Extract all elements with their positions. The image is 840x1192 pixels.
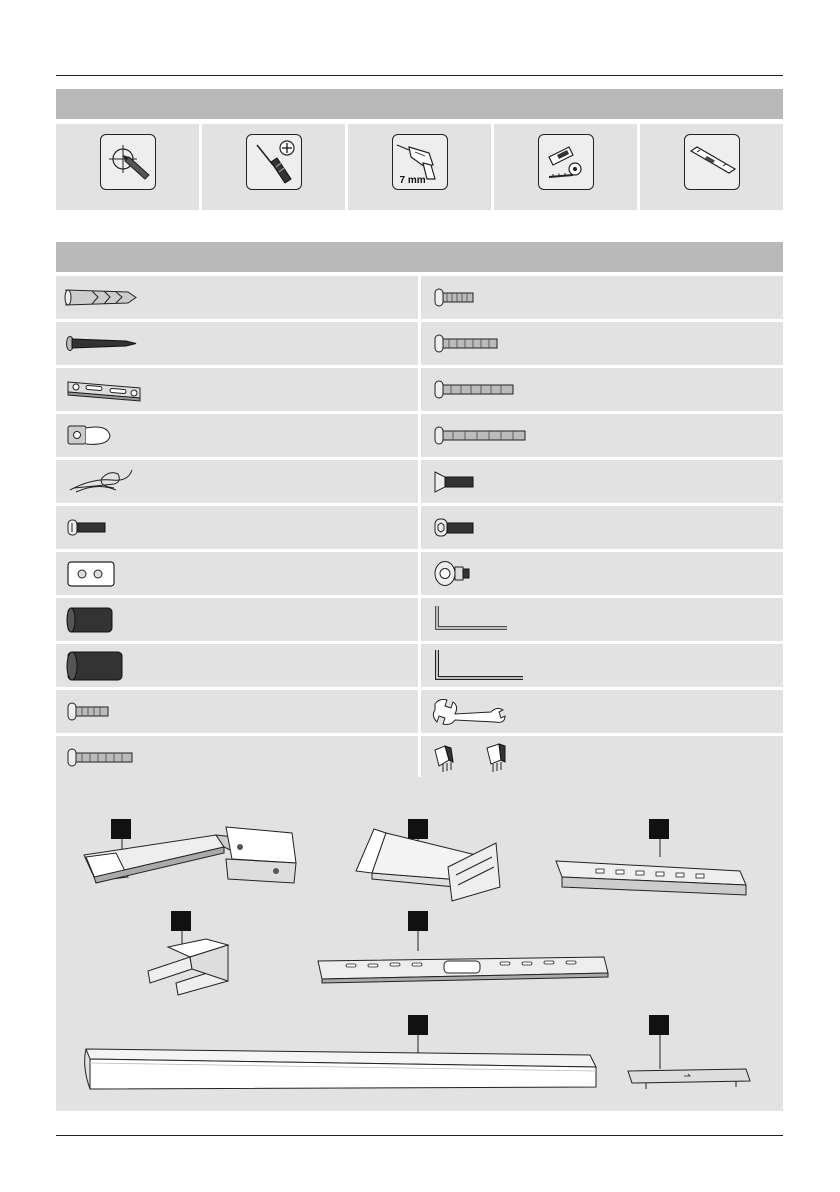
part-cell	[421, 598, 783, 641]
large-hex-key-icon	[427, 644, 567, 687]
cable-clip-icon	[62, 414, 202, 457]
small-hex-key-icon	[427, 598, 567, 641]
part-marker	[408, 1015, 428, 1035]
drill-icon	[392, 134, 448, 190]
socket-bolt-icon	[427, 506, 567, 549]
phillips-screwdriver-icon	[246, 134, 302, 190]
part-cell	[56, 414, 418, 457]
parts-row	[56, 690, 783, 733]
parts-row	[56, 736, 783, 779]
countersunk-bolt-icon	[427, 460, 567, 503]
part-cell	[421, 506, 783, 549]
tool-cell-tape-measure	[494, 124, 637, 210]
cable-tie-icon	[62, 460, 202, 503]
part-cell	[421, 690, 783, 733]
pencil-mark-icon	[100, 134, 156, 190]
wrench-icon	[427, 690, 567, 733]
part-marker	[649, 1015, 669, 1035]
wall-plug-icon	[62, 276, 202, 319]
part-cell	[421, 322, 783, 365]
channel-rail-component	[85, 1015, 596, 1089]
part-cell	[56, 368, 418, 411]
part-marker	[408, 819, 428, 839]
small-bracket-component	[148, 911, 228, 995]
part-marker	[408, 911, 428, 931]
tool-cell-screwdriver	[202, 124, 345, 210]
spacer-bracket-icon	[62, 368, 202, 411]
part-cell	[56, 552, 418, 595]
long-spacer-icon	[62, 644, 202, 687]
parts-header-bar	[56, 242, 783, 272]
part-cell	[56, 276, 418, 319]
parts-grid	[56, 276, 783, 775]
part-cell	[421, 736, 783, 779]
part-cell	[421, 414, 783, 457]
short-machine-screw-icon	[62, 690, 202, 733]
tool-cell-spirit-level	[640, 124, 783, 210]
tape-measure-icon	[538, 134, 594, 190]
m-screw-long-icon	[427, 368, 567, 411]
part-cell	[56, 736, 418, 779]
tools-header-bar	[56, 89, 783, 119]
part-marker	[171, 911, 191, 931]
assembly-components-panel	[56, 777, 783, 1111]
short-hex-bolt-icon	[62, 506, 202, 549]
bottom-rule	[56, 1135, 783, 1136]
flanged-bolt-icon	[427, 552, 567, 595]
parts-row	[56, 368, 783, 411]
part-cell	[56, 460, 418, 503]
part-cell	[421, 460, 783, 503]
end-cap-icon	[427, 736, 567, 779]
part-cell	[56, 644, 418, 687]
hook-bracket-component	[356, 819, 500, 901]
part-cell	[421, 644, 783, 687]
tools-row	[56, 124, 783, 210]
part-marker	[111, 819, 131, 839]
parts-row	[56, 414, 783, 457]
parts-row	[56, 598, 783, 641]
parts-row	[56, 322, 783, 365]
parts-row	[56, 506, 783, 549]
m-screw-xlong-icon	[427, 414, 567, 457]
parts-row	[56, 276, 783, 319]
swing-arm-component	[84, 819, 296, 883]
drill-bit-size-label: 7 mm	[399, 175, 426, 186]
part-marker	[649, 819, 669, 839]
part-cell	[56, 598, 418, 641]
washer-plate-icon	[62, 552, 202, 595]
wall-plate-component	[318, 911, 608, 983]
parts-row	[56, 552, 783, 595]
part-cell	[421, 276, 783, 319]
part-cell	[56, 690, 418, 733]
part-cell	[421, 552, 783, 595]
spirit-level-icon	[684, 134, 740, 190]
tool-cell-pencil	[56, 124, 199, 210]
wood-screw-icon	[62, 322, 202, 365]
part-cell	[421, 368, 783, 411]
long-machine-screw-icon	[62, 736, 202, 779]
m-screw-medium-icon	[427, 322, 567, 365]
parts-row	[56, 644, 783, 687]
part-cell	[56, 322, 418, 365]
top-rule	[56, 75, 783, 76]
parts-row	[56, 460, 783, 503]
part-cell	[56, 506, 418, 549]
lock-plate-component	[628, 1015, 750, 1089]
rail-plate-component	[556, 819, 746, 895]
m-screw-short-icon	[427, 276, 567, 319]
tool-cell-drill	[348, 124, 491, 210]
short-spacer-icon	[62, 598, 202, 641]
